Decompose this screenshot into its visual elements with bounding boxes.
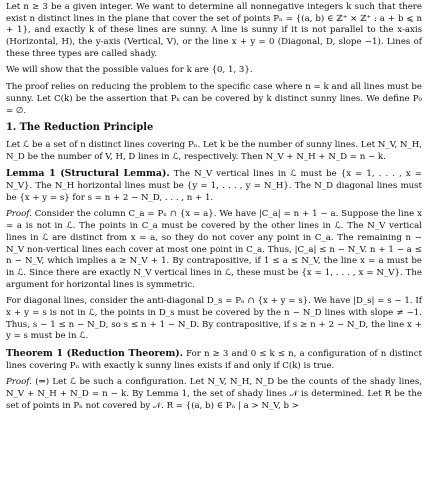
proof-label-2: Proof. bbox=[6, 377, 32, 388]
theorem-text: For n ≥ 3 and 0 ≤ k ≤ n, a configuration of n distinct lines covering Pₙ with exactly k sunny lines exists if and only if C(k) is true. bbox=[6, 349, 422, 371]
proof-block-2 bbox=[6, 377, 422, 412]
diagonal-paragraph: For diagonal lines, consider the anti-diagonal D_s = Pₙ ∩ {x + y = s}. We have |D_s| = s − 1. If x + y = s is not in ℒ, the points in D_s must be covered by the n − N_D lines with slope ≠ −1. Thus, s − 1 ≤ n − N_D, so s ≤ n + 1 − N_D. By contrapositive, if s ≥ n + 2 − N_D, the line x + y = s must be in ℒ. bbox=[6, 296, 422, 342]
lemma-label: Lemma 1 (Structural Lemma). bbox=[6, 168, 170, 180]
lemma-block bbox=[6, 168, 422, 204]
theorem-label: Theorem 1 (Reduction Theorem). bbox=[6, 348, 183, 360]
proof-label: Proof. bbox=[6, 209, 32, 220]
proof-block bbox=[6, 209, 422, 291]
intro-paragraph: Let n ≥ 3 be a given integer. We want to determine all nonnegative integers k such that there exist n distinct lines in the plane that cover the set of points Pₙ = {(a, b) ∈ ℤ⁺ × ℤ⁺ : a + b ⩽ n + 1}, and exactly k of these lines are sunny. A line is sunny if it is not parallel to the x-axis (Horizontal, H), the y-axis (Vertical, V), or the line x + y = 0 (Diagonal, D, slope −1). Lines of these three types are called shady. bbox=[6, 2, 422, 59]
lemma-text: The N_V vertical lines in ℒ must be {x = 1, . . . , x = N_V}. The N_H horizontal lines must be {y = 1, . . . , y = N_H}. The N_D diagonal lines must be {x + y = s} for s = n + 2 − N_D, . . . , n + 1. bbox=[6, 169, 422, 203]
proof-outline-paragraph: The proof relies on reducing the problem to the specific case where n = k and all lines must be sunny. Let C(k) be the assertion that Pₖ can be covered by k distinct sunny lines. We define P₀ = ∅. bbox=[6, 82, 422, 116]
proof-text: Consider the column C_a = Pₙ ∩ {x = a}. We have |C_a| = n + 1 − a. Suppose the line x = a is not in ℒ. The points in C_a must be covered by the other lines in ℒ. The N_V vertical lines in ℒ are distinct from x = a, so they do not cover any point in C_a. The remaining n − N_V non-vertical lines each cover at most one point in C_a. Thus, |C_a| ≤ n − N_V. n + 1 − a ≤ n − N_V, which implies a ≥ N_V + 1. By contrapositive, if 1 ≤ a ≤ N_V, the line x = a must be in ℒ. Since there are exactly N_V vertical lines in ℒ, these must be {x = 1, . . . , x = N_V}. The argument for horizontal lines is symmetric. bbox=[6, 209, 422, 290]
setup-paragraph: Let ℒ be a set of n distinct lines covering Pₙ. Let k be the number of sunny lines. Let N_V, N_H, N_D be the number of V, H, D lines in ℒ, respectively. Then N_V + N_H + N_D = n − k. bbox=[6, 139, 422, 162]
claim-paragraph: We will show that the possible values for k are {0, 1, 3}. bbox=[6, 65, 253, 76]
section-heading: 1. The Reduction Principle bbox=[6, 122, 154, 134]
proof-text-2: (⇒) Let ℒ be such a configuration. Let N_V, N_H, N_D be the counts of the shady lines, N_V + N_H + N_D = n − k. By Lemma 1, the set of shady lines 𝒩 is determined. Let R be the set of points in Pₙ not covered by 𝒩. R = {(a, b) ∈ Pₙ | a > N_V, b > bbox=[6, 377, 423, 411]
theorem-block bbox=[6, 348, 422, 372]
